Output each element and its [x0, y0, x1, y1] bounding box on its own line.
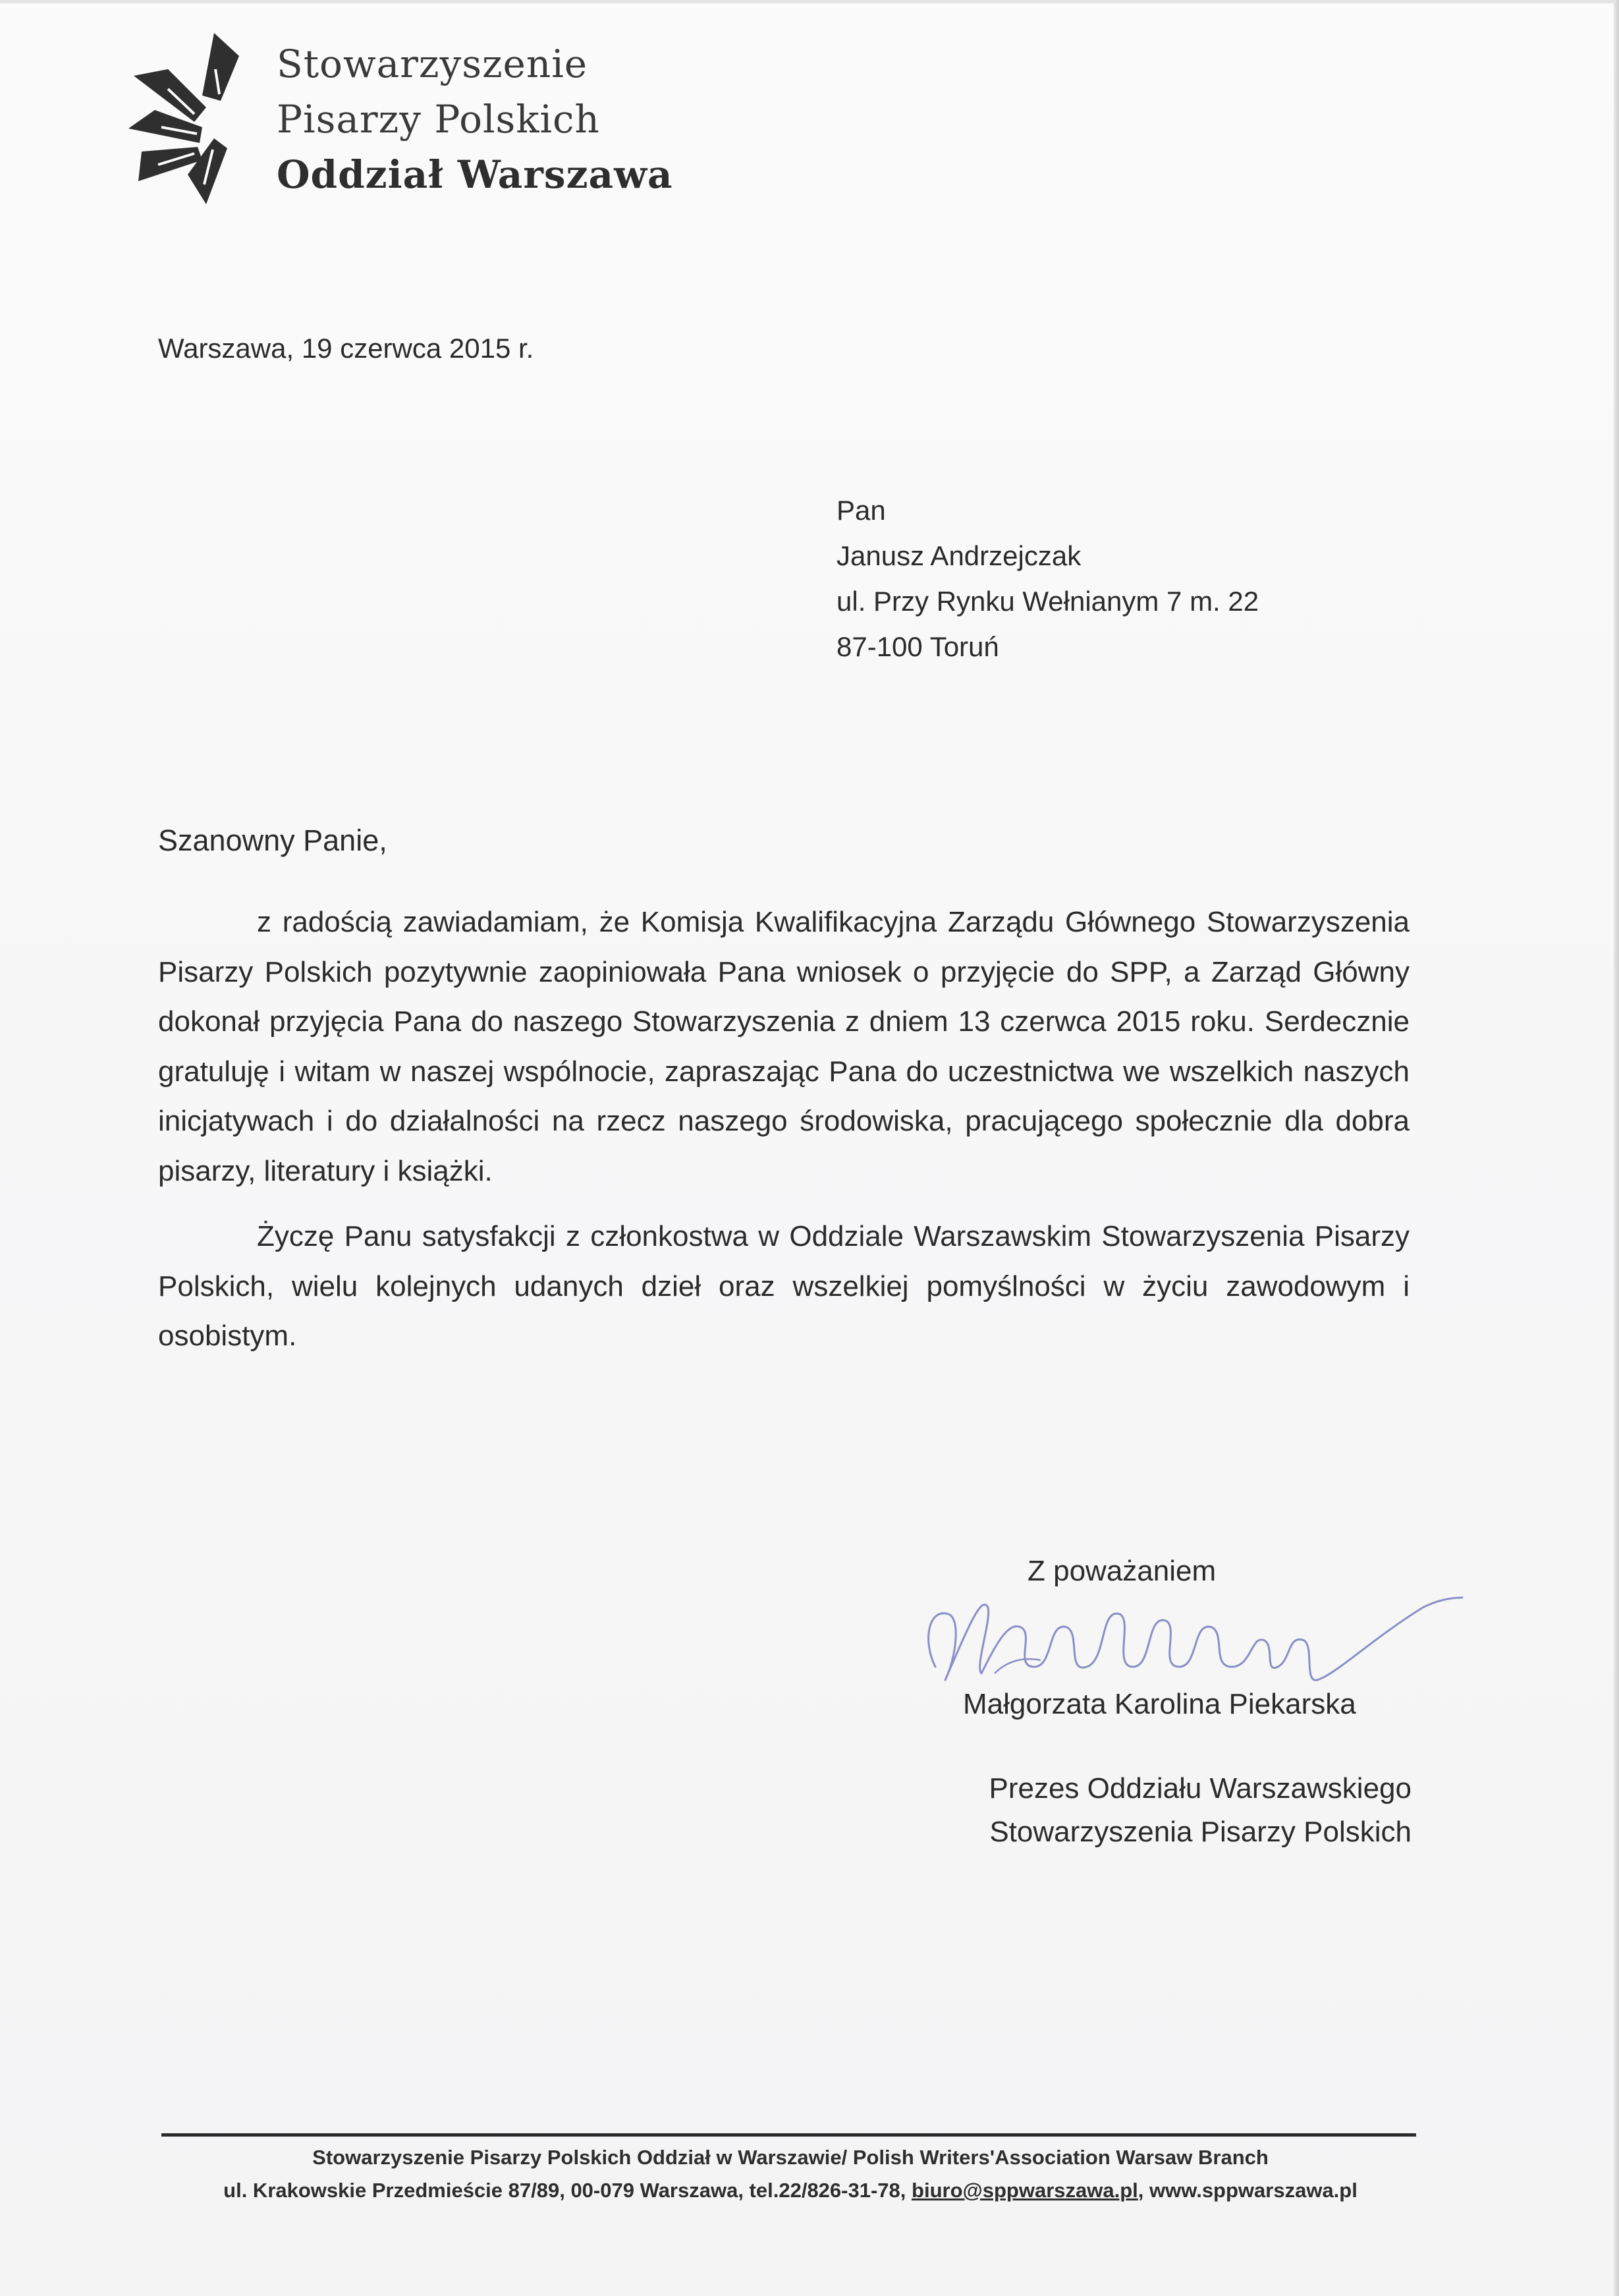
org-name-branch: Oddział Warszawa	[277, 152, 673, 197]
signer-name: Małgorzata Karolina Piekarska	[963, 1688, 1356, 1720]
recipient-street: ul. Przy Rynku Wełnianym 7 m. 22	[837, 586, 1259, 617]
org-name-line1: Stowarzyszenie	[277, 42, 588, 86]
footer-organization: Stowarzyszenie Pisarzy Polskich Oddział w Warszawie/ Polish Writers'Association Warsaw Branch	[312, 2146, 1269, 2169]
footer-contact	[158, 2174, 1423, 2207]
organization-name	[277, 36, 673, 202]
handwritten-signature	[909, 1568, 1469, 1700]
footer-divider	[161, 2133, 1416, 2137]
salutation: Szanowny Panie,	[158, 824, 387, 857]
recipient-name: Janusz Andrzejczak	[837, 540, 1082, 571]
closing-phrase: Z poważaniem	[1028, 1555, 1217, 1587]
body-paragraph: Życzę Panu satysfakcji z członkostwa w Oddziale Warszawskim Stowarzyszenia Pisarzy Polskich, wielu kolejnych udanych dzieł oraz wszelkiej pomyślności w życiu zawodowym i osobistym.	[158, 1220, 1410, 1352]
org-name-line2: Pisarzy Polskich	[277, 97, 600, 142]
recipient-city: 87-100 Toruń	[837, 631, 999, 662]
footer-email-link[interactable]: biuro@sppwarszawa.pl	[912, 2179, 1138, 2202]
recipient-address	[837, 488, 1259, 669]
signer-title	[989, 1767, 1412, 1854]
page-edge-top	[0, 0, 1619, 3]
footer	[158, 2141, 1423, 2207]
footer-address: ul. Krakowskie Przedmieście 87/89, 00-079 Warszawa, tel.22/826-31-78,	[223, 2179, 906, 2202]
page-edge-right	[1614, 0, 1619, 2296]
footer-website: www.sppwarszawa.pl	[1149, 2179, 1358, 2202]
signer-title-line2: Stowarzyszenia Pisarzy Polskich	[989, 1816, 1412, 1848]
footer-separator: ,	[1138, 2179, 1144, 2202]
recipient-title: Pan	[837, 495, 886, 526]
body-paragraph: z radością zawiadamiam, że Komisja Kwalifikacyjna Zarządu Głównego Stowarzyszenia Pisarzy Polskich pozytywnie zaopiniowała Pana wniosek o przyjęcie do SPP, a Zarząd Główny dokonał przyjęcia Pana do naszego Stowarzyszenia z dniem 13 czerwca 2015 roku. Serdecznie gratuluję i witam w naszej wspólnocie, zapraszając Pana do uczestnictwa we wszelkich naszych inicjatywach i do działalności na rzecz naszego środowiska, pracującego społecznie dla dobra pisarzy, literatury i książki.	[158, 906, 1410, 1187]
pen-nib-flower-icon	[128, 30, 247, 208]
letter-body	[158, 897, 1410, 1377]
letter-date: Warszawa, 19 czerwca 2015 r.	[158, 333, 534, 364]
signer-title-line1: Prezes Oddziału Warszawskiego	[989, 1772, 1412, 1805]
